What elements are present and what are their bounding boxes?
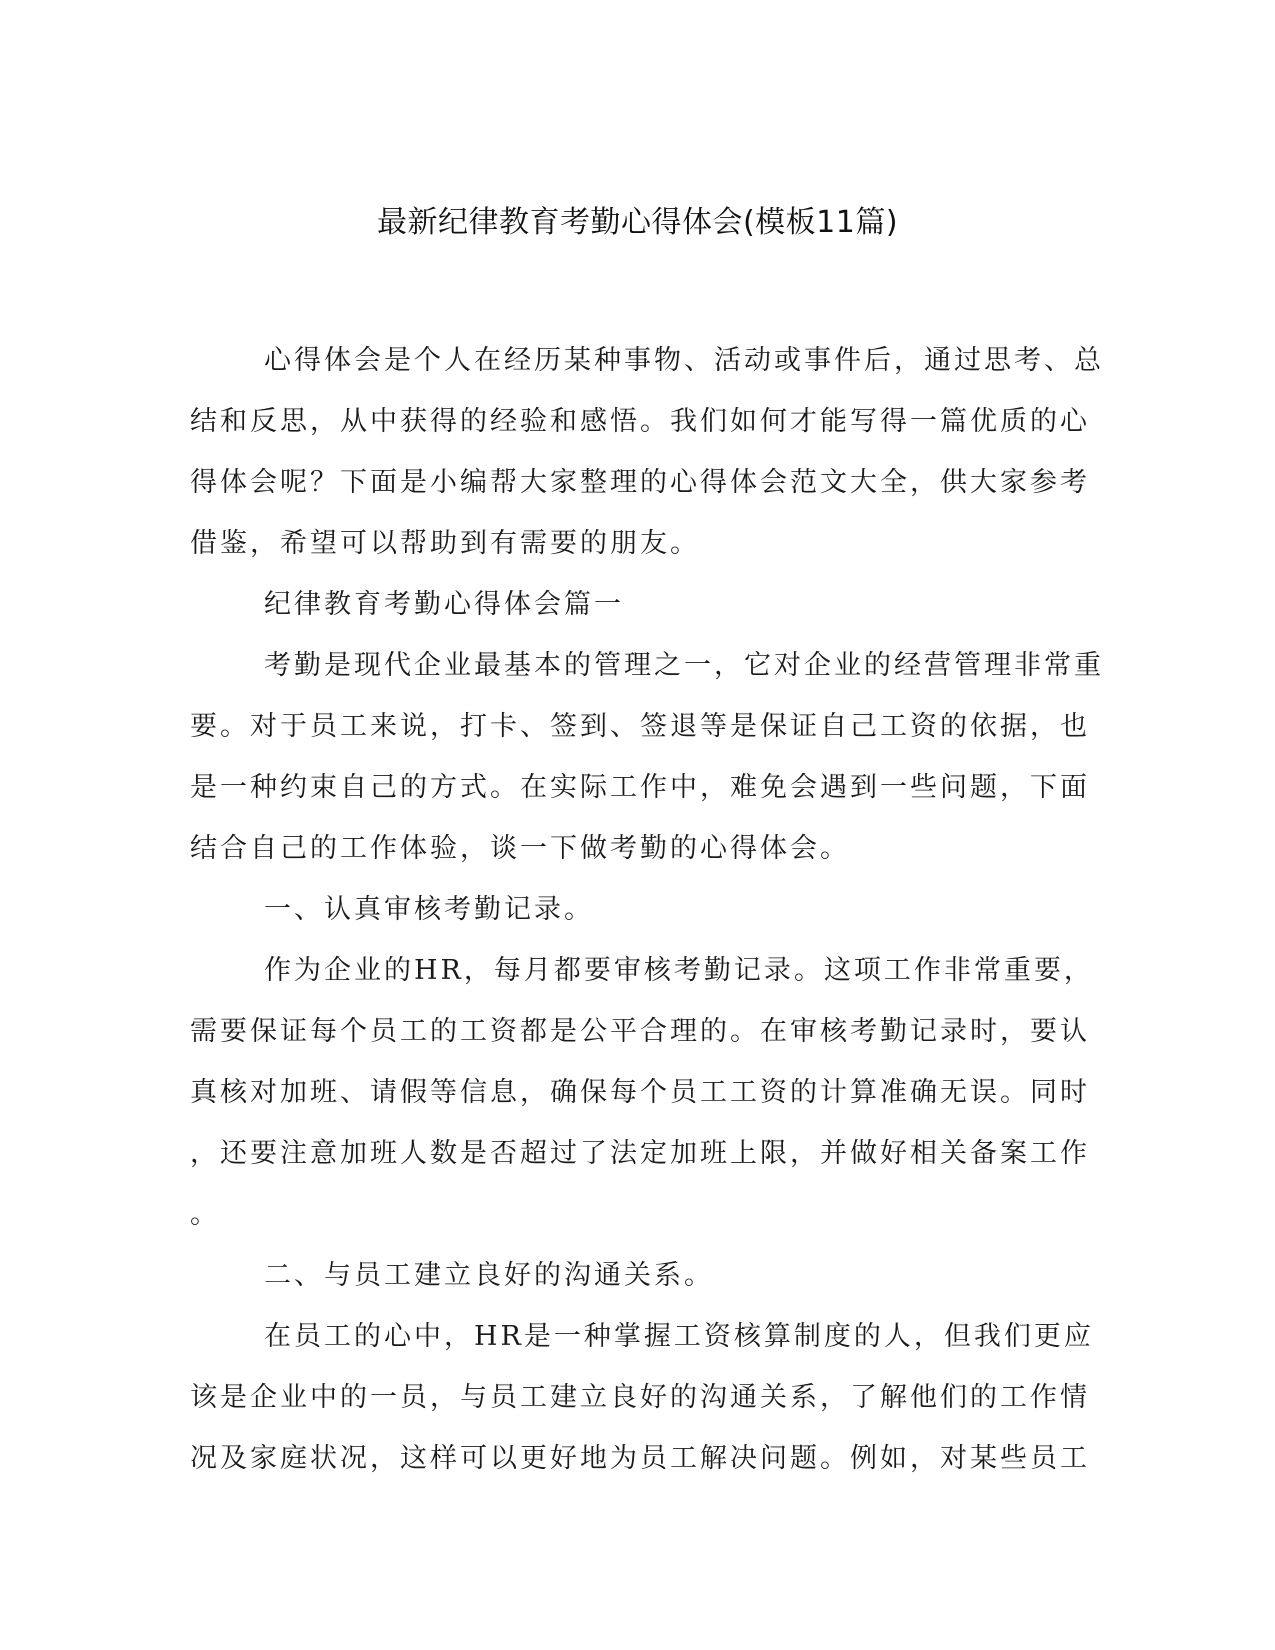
body-line: ，还要注意加班人数是否超过了法定加班上限，并做好相关备案工作 [190,1138,1090,1169]
body-line: 结合自己的工作体验，谈一下做考勤的心得体会。 [190,833,850,864]
document-title: 最新纪律教育考勤心得体会(模板11篇) [376,205,899,240]
body-line: 况及家庭状况，这样可以更好地为员工解决问题。例如，对某些员工 [190,1443,1090,1474]
section-heading: 纪律教育考勤心得体会篇一 [264,589,624,620]
body-line: 是一种约束自己的方式。在实际工作中，难免会遇到一些问题，下面 [190,772,1090,803]
body-line: 借鉴，希望可以帮助到有需要的朋友。 [190,528,700,559]
body-line: 该是企业中的一员，与员工建立良好的沟通关系，了解他们的工作情 [190,1382,1090,1413]
body-line: 作为企业的HR，每月都要审核考勤记录。这项工作非常重要， [264,955,1094,986]
subsection-heading: 一、认真审核考勤记录。 [264,894,594,925]
subsection-heading: 二、与员工建立良好的沟通关系。 [264,1260,714,1291]
body-line: 心得体会是个人在经历某种事物、活动或事件后，通过思考、总 [264,345,1104,376]
body-line: 要。对于员工来说，打卡、签到、签退等是保证自己工资的依据，也 [190,711,1090,742]
body-line: 在员工的心中，HR是一种掌握工资核算制度的人，但我们更应 [264,1321,1094,1352]
body-line: 考勤是现代企业最基本的管理之一，它对企业的经营管理非常重 [264,650,1104,681]
body-line: 。 [190,1199,220,1230]
document-body [190,330,1104,1489]
body-line: 需要保证每个员工的工资都是公平合理的。在审核考勤记录时，要认 [190,1016,1090,1047]
body-line: 真核对加班、请假等信息，确保每个员工工资的计算准确无误。同时 [190,1077,1090,1108]
body-line: 得体会呢？下面是小编帮大家整理的心得体会范文大全，供大家参考 [190,467,1090,498]
body-line: 结和反思，从中获得的经验和感悟。我们如何才能写得一篇优质的心 [190,406,1090,437]
